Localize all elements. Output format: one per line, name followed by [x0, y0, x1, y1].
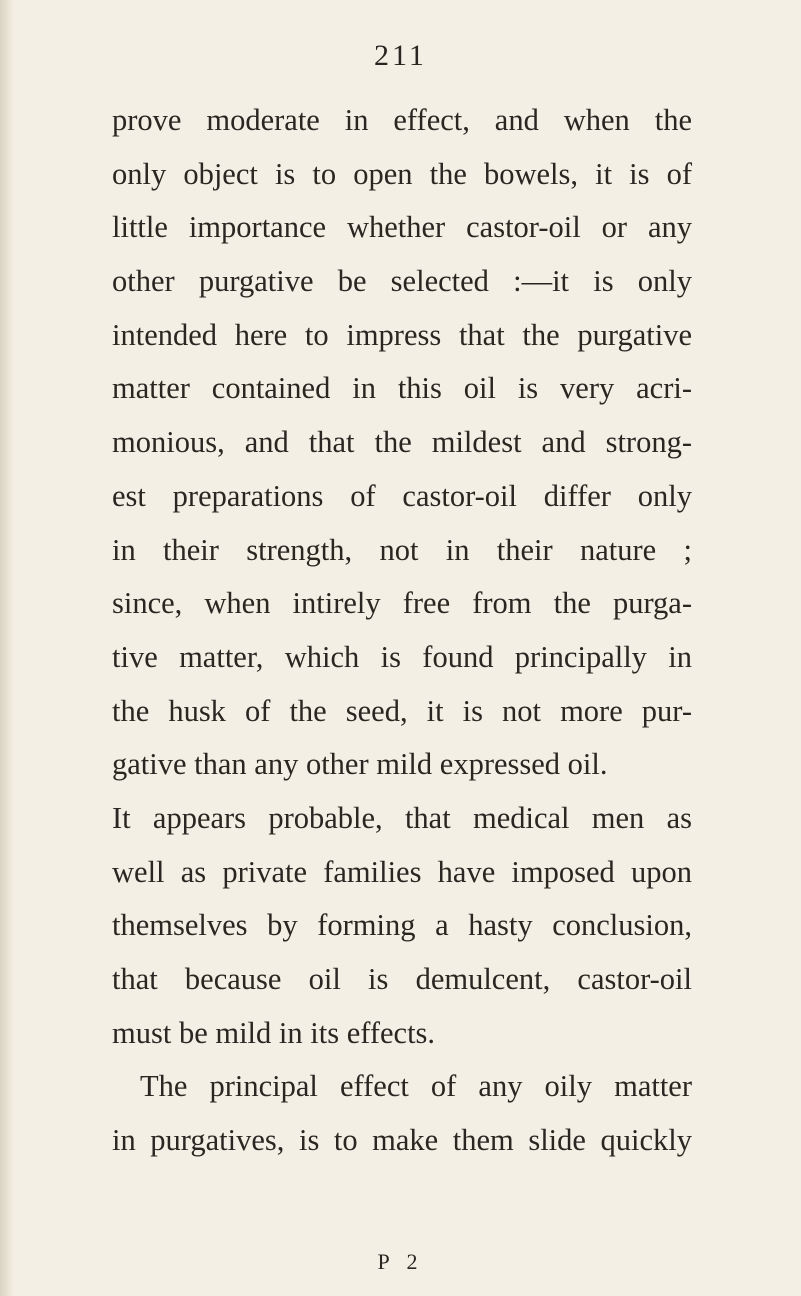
text-line: matter contained in this oil is very acri- — [112, 371, 692, 406]
text-line: It appears probable, that medical men as — [112, 800, 692, 835]
page-number: 211 — [374, 39, 427, 72]
text-line: in their strength, not in their nature ; — [112, 532, 692, 567]
text-line: tive matter, which is found principally in — [112, 639, 692, 674]
text-line: other purgative be selected :—it is only — [112, 264, 692, 299]
text-line: monious, and that the mildest and strong- — [112, 425, 692, 460]
text-line: prove moderate in effect, and when the — [112, 103, 692, 137]
text-line: The principal effect of any oily matter — [140, 1069, 692, 1104]
signature-mark: P 2 — [377, 1249, 424, 1274]
text-line: little importance whether castor-oil or any — [112, 210, 692, 245]
text-line: well as private families have imposed upon — [112, 854, 692, 889]
text-line: only object is to open the bowels, it is of — [112, 156, 692, 191]
text-line: that because oil is demulcent, castor-oil — [112, 962, 692, 996]
text-line: since, when intirely free from the purga- — [112, 586, 692, 621]
text-line: est preparations of castor-oil differ only — [112, 478, 692, 513]
text-line: the husk of the seed, it is not more pur- — [112, 693, 692, 728]
body-text — [112, 94, 692, 1168]
text-line: themselves by forming a hasty conclusion, — [112, 908, 692, 943]
text-line: gative than any other mild expressed oil. — [112, 747, 608, 782]
text-line: intended here to impress that the purgative — [112, 317, 692, 352]
text-line: must be mild in its effects. — [112, 1015, 436, 1050]
page-gutter — [0, 0, 14, 1296]
text-line: in purgatives, is to make them slide quickly — [112, 1123, 692, 1158]
